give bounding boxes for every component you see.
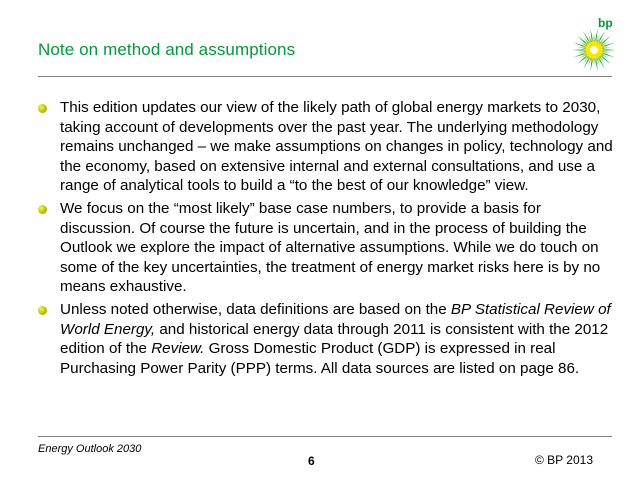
- footer-divider: [38, 436, 612, 437]
- bullet-dot-icon: [38, 104, 47, 113]
- text-segment: We focus on the “most likely” base case numbers, to provide a basis for discussion. Of course the future is uncertain, and in the process of building the Outlook we explore the impact of alternative assumptions. While we do touch on some of the key uncertainties, the treatment of energy market risks here is by no means exhaustive.: [60, 199, 601, 296]
- bullet-item: [38, 300, 618, 378]
- text-segment: Gross Domestic Product (GDP) is expressed in real Purchasing Power Parity (PPP) terms. All data sources are listed on page 86.: [60, 340, 580, 377]
- logo-center: [590, 46, 598, 54]
- bullet-list: [38, 98, 618, 381]
- bp-wordmark: bp: [598, 16, 613, 30]
- bullet-text: [60, 199, 618, 297]
- bullet-dot-icon: [38, 205, 47, 214]
- text-segment: and historical energy data through 2011 is consistent with the 2012 edition of the: [60, 320, 609, 358]
- italic-reference: Review.: [151, 340, 205, 358]
- bullet-item: [38, 98, 618, 196]
- page-title: Note on method and assumptions: [38, 40, 296, 59]
- bullet-dot-icon: [38, 306, 47, 315]
- italic-reference: BP Statistical Review of World Energy,: [60, 300, 611, 338]
- bullet-text: [60, 98, 618, 196]
- footer-publication-title: Energy Outlook 2030: [38, 443, 142, 455]
- copyright-notice: © BP 2013: [535, 453, 593, 467]
- header-divider: [38, 76, 612, 77]
- text-segment: Unless noted otherwise, data definitions are based on the: [60, 300, 451, 318]
- page-number: 6: [308, 454, 315, 468]
- bullet-item: [38, 199, 618, 297]
- text-segment: This edition updates our view of the likely path of global energy markets to 2030, taking account of developments over the past year. The underlying methodology remains unchanged – we make assumptions on changes in policy, technology and the economy, based on extensive internal and external consultations, and use a range of analytical tools to build a “to the best of our knowledge” view.: [60, 99, 613, 195]
- bp-helios-logo-icon: [571, 27, 617, 73]
- bullet-text: [60, 300, 618, 378]
